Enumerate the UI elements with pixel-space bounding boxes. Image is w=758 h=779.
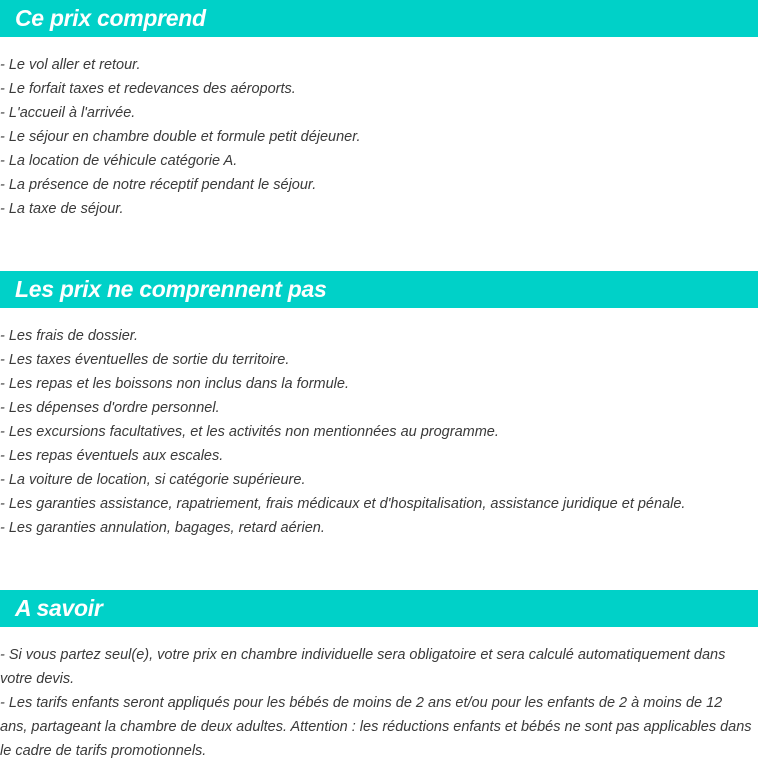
- list-item: - Les repas et les boissons non inclus dans la formule.: [0, 376, 349, 392]
- section-header: [0, 590, 758, 627]
- list-item: - L'accueil à l'arrivée.: [0, 105, 136, 121]
- section-title: Ce prix comprend: [15, 5, 206, 31]
- section-header: [0, 0, 758, 37]
- list-item: - Le séjour en chambre double et formule petit déjeuner.: [0, 129, 361, 145]
- section-header: [0, 271, 758, 308]
- paragraph: - Si vous partez seul(e), votre prix en chambre individuelle sera obligatoire et sera calculé automatiquement dans votre devis.: [0, 647, 726, 687]
- list-item: - Les garanties assistance, rapatriement, frais médicaux et d'hospitalisation, assistance juridique et pénale.: [0, 496, 686, 512]
- list-item: - Les excursions facultatives, et les activités non mentionnées au programme.: [0, 424, 499, 440]
- list-item: - La présence de notre réceptif pendant le séjour.: [0, 177, 317, 193]
- list-item: - Les frais de dossier.: [0, 328, 139, 344]
- section-good-to-know: [0, 590, 758, 763]
- section-title: Les prix ne comprennent pas: [15, 276, 327, 302]
- list-item: - La voiture de location, si catégorie supérieure.: [0, 472, 306, 488]
- not-included-list: [0, 324, 758, 540]
- list-item: - La taxe de séjour.: [0, 201, 124, 217]
- list-item: - Le forfait taxes et redevances des aéroports.: [0, 81, 296, 97]
- section-included: [0, 0, 758, 221]
- good-to-know-text: [0, 643, 758, 763]
- list-item: - Les dépenses d'ordre personnel.: [0, 400, 220, 416]
- list-item: - Les taxes éventuelles de sortie du territoire.: [0, 352, 290, 368]
- included-list: [0, 53, 758, 221]
- section-not-included: [0, 271, 758, 540]
- list-item: - Les repas éventuels aux escales.: [0, 448, 224, 464]
- paragraph: - Les tarifs enfants seront appliqués pour les bébés de moins de 2 ans et/ou pour les enfants de 2 à moins de 12 ans, partageant la chambre de deux adultes. Attention : les réductions enfants et bébés ne sont pas applicables dans le cadre de tarifs promotionnels.: [0, 695, 752, 759]
- list-item: - Le vol aller et retour.: [0, 57, 141, 73]
- list-item: - La location de véhicule catégorie A.: [0, 153, 238, 169]
- section-title: A savoir: [15, 595, 103, 621]
- list-item: - Les garanties annulation, bagages, retard aérien.: [0, 520, 325, 536]
